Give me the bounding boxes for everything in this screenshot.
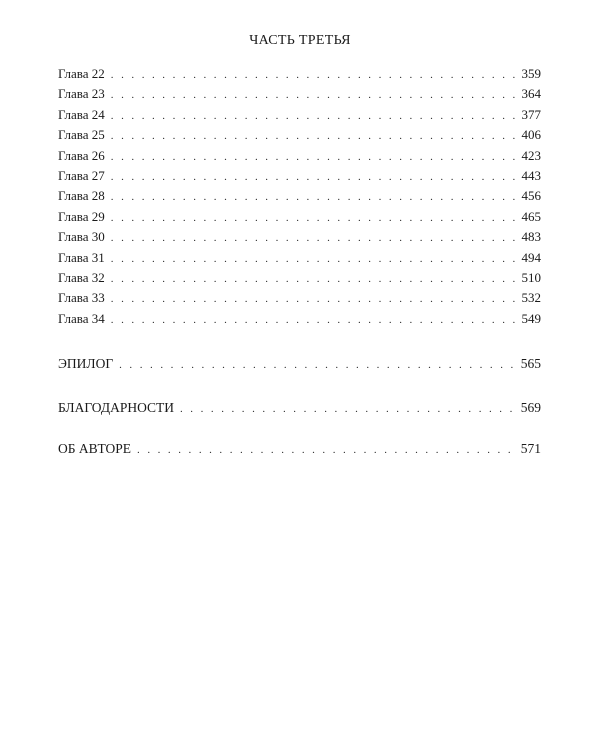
toc-entry-label: Глава 23 xyxy=(58,86,105,102)
toc-entry xyxy=(58,186,541,206)
toc-entry-label: Глава 25 xyxy=(58,127,105,143)
dot-leader xyxy=(111,208,519,228)
toc-entry-label: Глава 28 xyxy=(58,188,105,204)
toc-entry-label: Глава 30 xyxy=(58,229,105,245)
toc-entry-label: Глава 24 xyxy=(58,106,105,122)
toc-entry-label: Глава 34 xyxy=(58,310,105,326)
toc-entry-label: ЭПИЛОГ xyxy=(58,356,114,371)
toc-entry xyxy=(58,105,541,125)
dot-leader xyxy=(111,310,519,330)
dot-leader xyxy=(111,187,519,207)
back-matter-about-author xyxy=(58,439,541,459)
toc-entry-page: 423 xyxy=(521,147,541,163)
toc-entry xyxy=(58,146,541,166)
toc-entry-page: 549 xyxy=(521,310,541,326)
toc-entry-label: Глава 22 xyxy=(58,66,105,81)
toc-entry-label: ОБ АВТОРЕ xyxy=(58,441,132,456)
toc-entry-label: Глава 33 xyxy=(58,290,105,306)
toc-entry xyxy=(58,125,541,145)
toc-entry-label: Глава 31 xyxy=(58,249,105,265)
toc-entry xyxy=(58,166,541,186)
toc-entry xyxy=(58,227,541,247)
toc-entry-page: 359 xyxy=(521,66,541,81)
section-title: ЧАСТЬ ТРЕТЬЯ xyxy=(249,33,351,48)
dot-leader xyxy=(180,399,518,419)
toc-entry-label: Глава 32 xyxy=(58,269,105,285)
toc-entry xyxy=(58,248,541,268)
back-matter-epilogue xyxy=(58,354,541,374)
back-matter-acknowledgements xyxy=(58,398,541,418)
toc-entry-page: 565 xyxy=(520,356,541,371)
dot-leader xyxy=(111,228,519,248)
chapter-list xyxy=(58,64,541,329)
toc-entry-label: Глава 27 xyxy=(58,167,105,183)
dot-leader xyxy=(111,167,519,187)
dot-leader xyxy=(111,85,519,105)
toc-entry-page: 456 xyxy=(521,188,541,204)
toc-entry-page: 494 xyxy=(521,249,541,265)
dot-leader xyxy=(111,249,519,269)
toc-entry-label: Глава 29 xyxy=(58,208,105,224)
toc-entry-page: 510 xyxy=(521,269,541,285)
toc-entry-label: БЛАГОДАРНОСТИ xyxy=(58,400,174,415)
toc-entry-page: 465 xyxy=(521,208,541,224)
dot-leader xyxy=(111,106,519,126)
toc-entry-label: Глава 26 xyxy=(58,147,105,163)
dot-leader xyxy=(111,147,519,167)
toc-entry-page: 569 xyxy=(520,400,541,415)
toc-entry-page: 406 xyxy=(521,127,541,143)
dot-leader xyxy=(111,126,519,146)
toc-entry xyxy=(58,354,541,374)
toc-entry xyxy=(58,84,541,104)
dot-leader xyxy=(111,65,519,85)
toc-entry-page: 532 xyxy=(521,290,541,306)
toc-entry xyxy=(58,64,541,84)
toc-entry xyxy=(58,309,541,329)
toc-entry-page: 377 xyxy=(521,106,541,122)
toc-entry xyxy=(58,268,541,288)
dot-leader xyxy=(119,355,518,375)
dot-leader xyxy=(137,440,518,460)
toc-entry-page: 443 xyxy=(521,167,541,183)
toc-entry-page: 364 xyxy=(521,86,541,102)
toc-entry xyxy=(58,398,541,418)
dot-leader xyxy=(111,289,519,309)
toc-entry xyxy=(58,288,541,308)
toc-entry-page: 483 xyxy=(521,229,541,245)
toc-entry xyxy=(58,439,541,459)
toc-entry xyxy=(58,207,541,227)
dot-leader xyxy=(111,269,519,289)
toc-entry-page: 571 xyxy=(520,441,541,456)
